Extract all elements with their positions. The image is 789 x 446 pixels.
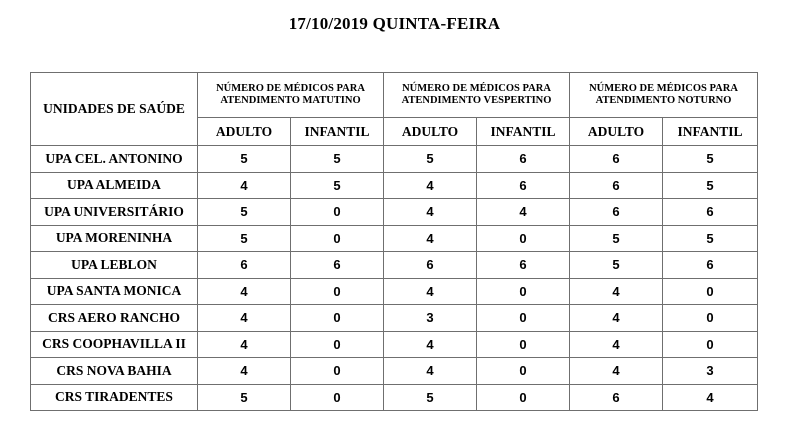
value-cell: 4	[570, 331, 663, 358]
value-cell: 0	[291, 384, 384, 411]
group-header-row	[31, 73, 758, 118]
value-cell: 5	[384, 384, 477, 411]
table-row	[31, 199, 758, 226]
value-cell: 6	[570, 146, 663, 173]
value-cell: 6	[198, 252, 291, 279]
table-row	[31, 331, 758, 358]
value-cell: 3	[663, 358, 758, 385]
value-cell: 4	[198, 305, 291, 332]
value-cell: 5	[291, 146, 384, 173]
unit-name-cell: UPA LEBLON	[31, 252, 198, 279]
unit-name-cell: CRS NOVA BAHIA	[31, 358, 198, 385]
value-cell: 0	[291, 199, 384, 226]
value-cell: 4	[384, 225, 477, 252]
group-header-afternoon: NÚMERO DE MÉDICOS PARA ATENDIMENTO VESPERTINO	[384, 73, 570, 118]
value-cell: 0	[291, 305, 384, 332]
value-cell: 6	[663, 252, 758, 279]
subheader-adulto: ADULTO	[570, 118, 663, 146]
value-cell: 5	[291, 172, 384, 199]
table-row	[31, 225, 758, 252]
value-cell: 4	[384, 172, 477, 199]
value-cell: 0	[291, 278, 384, 305]
unit-name-cell: UPA ALMEIDA	[31, 172, 198, 199]
value-cell: 6	[477, 172, 570, 199]
table-row	[31, 146, 758, 173]
unit-name-cell: UPA MORENINHA	[31, 225, 198, 252]
value-cell: 6	[291, 252, 384, 279]
subheader-adulto: ADULTO	[198, 118, 291, 146]
unit-name-cell: CRS COOPHAVILLA II	[31, 331, 198, 358]
value-cell: 6	[663, 199, 758, 226]
unit-column-header: UNIDADES DE SAÚDE	[31, 73, 198, 146]
value-cell: 0	[477, 331, 570, 358]
value-cell: 5	[198, 146, 291, 173]
subheader-adulto: ADULTO	[384, 118, 477, 146]
value-cell: 5	[570, 252, 663, 279]
unit-name-cell: CRS TIRADENTES	[31, 384, 198, 411]
doctors-schedule-table	[30, 72, 758, 411]
value-cell: 6	[570, 172, 663, 199]
value-cell: 0	[477, 305, 570, 332]
table-row	[31, 252, 758, 279]
value-cell: 5	[663, 225, 758, 252]
group-header-morning: NÚMERO DE MÉDICOS PARA ATENDIMENTO MATUTINO	[198, 73, 384, 118]
value-cell: 0	[663, 278, 758, 305]
value-cell: 4	[384, 331, 477, 358]
value-cell: 5	[570, 225, 663, 252]
value-cell: 4	[570, 305, 663, 332]
value-cell: 6	[570, 199, 663, 226]
table-body	[31, 146, 758, 411]
subheader-infantil: INFANTIL	[663, 118, 758, 146]
unit-name-cell: CRS AERO RANCHO	[31, 305, 198, 332]
value-cell: 0	[477, 358, 570, 385]
subheader-infantil: INFANTIL	[477, 118, 570, 146]
value-cell: 6	[477, 252, 570, 279]
value-cell: 5	[663, 172, 758, 199]
value-cell: 6	[477, 146, 570, 173]
value-cell: 4	[198, 278, 291, 305]
value-cell: 0	[291, 358, 384, 385]
table-row	[31, 358, 758, 385]
value-cell: 0	[663, 305, 758, 332]
value-cell: 4	[198, 172, 291, 199]
value-cell: 0	[477, 225, 570, 252]
unit-name-cell: UPA CEL. ANTONINO	[31, 146, 198, 173]
value-cell: 6	[570, 384, 663, 411]
unit-name-cell: UPA UNIVERSITÁRIO	[31, 199, 198, 226]
page-title: 17/10/2019 QUINTA-FEIRA	[288, 14, 501, 33]
value-cell: 5	[198, 225, 291, 252]
value-cell: 4	[384, 199, 477, 226]
value-cell: 0	[663, 331, 758, 358]
value-cell: 4	[663, 384, 758, 411]
table-row	[31, 278, 758, 305]
value-cell: 0	[291, 331, 384, 358]
table-row	[31, 384, 758, 411]
value-cell: 4	[384, 358, 477, 385]
value-cell: 5	[198, 199, 291, 226]
value-cell: 5	[663, 146, 758, 173]
value-cell: 5	[384, 146, 477, 173]
table-row	[31, 172, 758, 199]
group-header-night: NÚMERO DE MÉDICOS PARA ATENDIMENTO NOTURNO	[570, 73, 758, 118]
value-cell: 4	[198, 358, 291, 385]
value-cell: 4	[477, 199, 570, 226]
value-cell: 5	[198, 384, 291, 411]
value-cell: 4	[384, 278, 477, 305]
subheader-infantil: INFANTIL	[291, 118, 384, 146]
value-cell: 0	[477, 278, 570, 305]
unit-name-cell: UPA SANTA MONICA	[31, 278, 198, 305]
value-cell: 4	[570, 278, 663, 305]
table-row	[31, 305, 758, 332]
value-cell: 6	[384, 252, 477, 279]
value-cell: 3	[384, 305, 477, 332]
value-cell: 4	[198, 331, 291, 358]
value-cell: 4	[570, 358, 663, 385]
value-cell: 0	[477, 384, 570, 411]
value-cell: 0	[291, 225, 384, 252]
